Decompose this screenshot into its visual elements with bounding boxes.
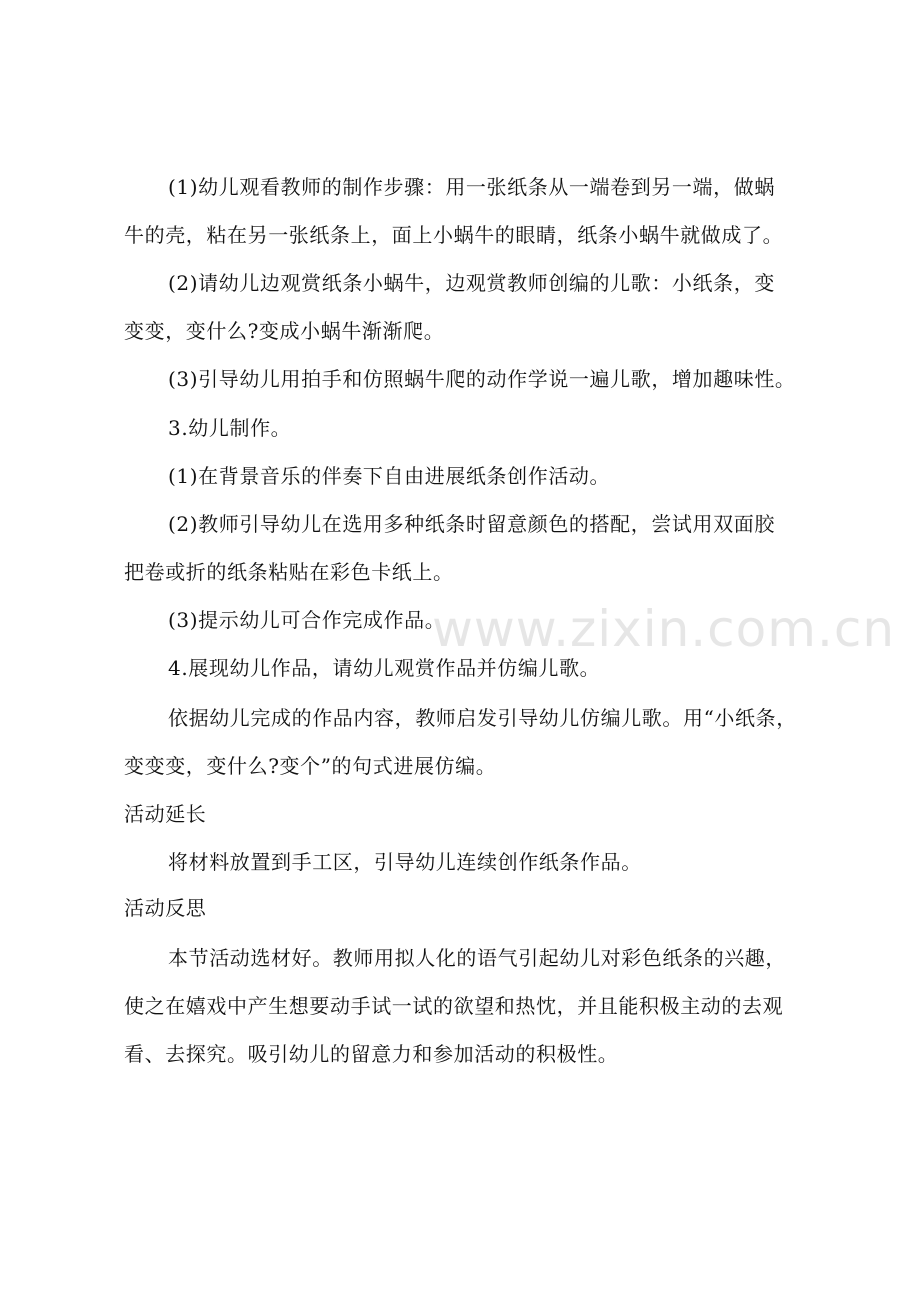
paragraph-extension bbox=[124, 838, 824, 886]
paragraph-imitate-song bbox=[124, 694, 824, 790]
paragraph-step-1 bbox=[124, 163, 824, 259]
paragraph-step-3 bbox=[124, 355, 824, 403]
paragraph-making-2 bbox=[124, 500, 824, 596]
paragraph-step-2 bbox=[124, 259, 824, 355]
heading-children-making bbox=[124, 404, 824, 452]
text-line: (1)在背景音乐的伴奏下自由进展纸条创作活动。 bbox=[168, 464, 611, 488]
paragraph-making-3 bbox=[124, 596, 824, 644]
text-line: 将材料放置到手工区，引导幼儿连续创作纸条作品。 bbox=[168, 850, 642, 874]
heading-show-works bbox=[124, 644, 824, 692]
text-line: 4.展现幼儿作品，请幼儿观赏作品并仿编儿歌。 bbox=[168, 656, 601, 680]
text-line: 看、去探究。吸引幼儿的留意力和参加活动的积极性。 bbox=[124, 1042, 619, 1066]
text-line: (3)提示幼儿可合作完成作品。 bbox=[168, 608, 446, 632]
text-line: (1)幼儿观看教师的制作步骤：用一张纸条从一端卷到另一端，做蜗 bbox=[168, 175, 775, 199]
text-line: 牛的壳，粘在另一张纸条上，面上小蜗牛的眼睛，纸条小蜗牛就做成了。 bbox=[124, 223, 784, 247]
text-line: 活动延长 bbox=[124, 802, 207, 826]
text-line: (2)请幼儿边观赏纸条小蜗牛，边观赏教师创编的儿歌：小纸条，变 bbox=[168, 271, 775, 295]
text-line: 依据幼儿完成的作品内容，教师启发引导幼儿仿编儿歌。用“小纸条， bbox=[168, 706, 797, 730]
text-line: 3.幼儿制作。 bbox=[168, 416, 292, 440]
paragraph-making-1 bbox=[124, 452, 824, 500]
text-line: 本节活动选材好。教师用拟人化的语气引起幼儿对彩色纸条的兴趣， bbox=[168, 946, 786, 970]
text-line: (3)引导幼儿用拍手和仿照蜗牛爬的动作学说一遍儿歌，增加趣味性。 bbox=[168, 367, 796, 391]
watermark: www.zixin.com.cn bbox=[432, 600, 896, 658]
text-line: 变变变，变什么?变个”的句式进展仿编。 bbox=[124, 754, 497, 778]
text-line: (2)教师引导幼儿在选用多种纸条时留意颜色的搭配，尝试用双面胶 bbox=[168, 512, 775, 536]
section-heading-reflection bbox=[124, 884, 824, 932]
section-heading-extension bbox=[124, 790, 824, 838]
paragraph-reflection bbox=[124, 934, 824, 1078]
text-line: 使之在嬉戏中产生想要动手试一试的欲望和热忱，并且能积极主动的去观 bbox=[124, 994, 784, 1018]
text-line: 变变，变什么?变成小蜗牛渐渐爬。 bbox=[124, 319, 445, 343]
text-line: 活动反思 bbox=[124, 896, 207, 920]
text-line: 把卷或折的纸条粘贴在彩色卡纸上。 bbox=[124, 560, 454, 584]
